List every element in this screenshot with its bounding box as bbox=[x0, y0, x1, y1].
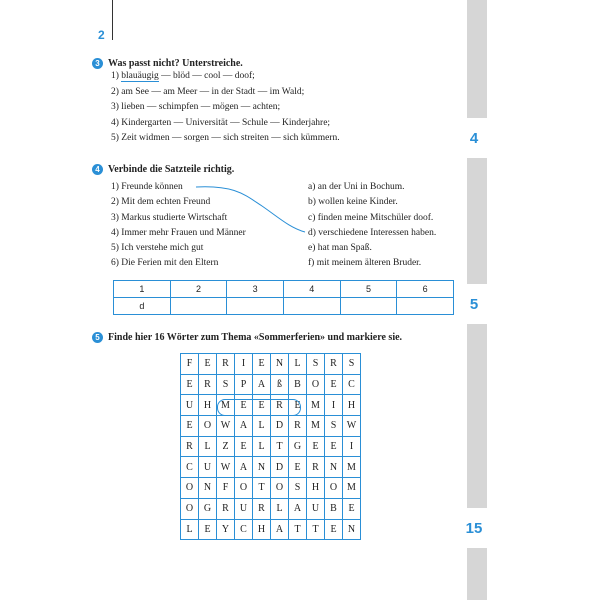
answer-cell[interactable] bbox=[170, 298, 227, 315]
grid-letter[interactable]: I bbox=[343, 436, 361, 457]
grid-letter[interactable]: M bbox=[307, 395, 325, 416]
grid-letter[interactable]: F bbox=[181, 354, 199, 375]
exercise-5-title bbox=[92, 332, 462, 343]
grid-letter[interactable]: A bbox=[289, 498, 307, 519]
grid-letter[interactable]: O bbox=[181, 498, 199, 519]
grid-letter[interactable]: E bbox=[253, 354, 271, 375]
found-word-marker bbox=[217, 399, 301, 416]
left-sentence-part[interactable]: 5) Ich verstehe mich gut bbox=[111, 243, 204, 254]
grid-letter[interactable]: E bbox=[325, 374, 343, 395]
grid-letter[interactable]: S bbox=[307, 354, 325, 375]
left-sentence-part[interactable]: 3) Markus studierte Wirtschaft bbox=[111, 212, 228, 223]
grid-letter[interactable]: A bbox=[271, 519, 289, 540]
underlined-word[interactable]: blauäugig bbox=[121, 71, 159, 81]
exercise-3-item: 4) Kindergarten — Universität — Schule — Kinderjahre; bbox=[111, 117, 331, 128]
exercise-3-item: 2) am See — am Meer — in der Stadt — im Wald; bbox=[111, 86, 305, 97]
grid-letter[interactable]: S bbox=[325, 416, 343, 437]
right-sentence-part[interactable]: f) mit meinem älteren Bruder. bbox=[308, 258, 422, 269]
grid-letter[interactable]: O bbox=[325, 478, 343, 499]
grid-letter[interactable]: E bbox=[289, 395, 307, 416]
page-number: 2 bbox=[98, 28, 105, 42]
answer-header-cell: 6 bbox=[397, 281, 454, 298]
grid-letter[interactable]: M bbox=[343, 478, 361, 499]
grid-letter[interactable]: R bbox=[217, 498, 235, 519]
grid-letter[interactable]: L bbox=[253, 416, 271, 437]
grid-letter[interactable]: C bbox=[235, 519, 253, 540]
grid-letter[interactable]: L bbox=[289, 354, 307, 375]
grid-letter[interactable]: L bbox=[271, 498, 289, 519]
grid-letter[interactable]: H bbox=[343, 395, 361, 416]
grid-letter[interactable]: B bbox=[289, 374, 307, 395]
grid-letter[interactable]: S bbox=[217, 374, 235, 395]
grid-letter[interactable]: A bbox=[235, 416, 253, 437]
right-sentence-part[interactable]: c) finden meine Mitschüler doof. bbox=[308, 212, 434, 223]
exercise-number-badge: 5 bbox=[92, 332, 103, 343]
grid-letter[interactable]: U bbox=[307, 498, 325, 519]
grid-letter[interactable]: Z bbox=[217, 436, 235, 457]
grid-letter[interactable]: N bbox=[343, 519, 361, 540]
exercise-number-badge: 4 bbox=[92, 164, 103, 175]
exercise-5 bbox=[92, 332, 462, 343]
left-sentence-part[interactable]: 6) Die Ferien mit den Eltern bbox=[111, 258, 219, 269]
exercise-3-item: 3) lieben — schimpfen — mögen — achten; bbox=[111, 102, 281, 112]
grid-letter[interactable]: I bbox=[235, 354, 253, 375]
chapter-tab[interactable]: 4 bbox=[461, 118, 487, 158]
grid-letter[interactable]: R bbox=[253, 498, 271, 519]
grid-letter[interactable]: R bbox=[217, 354, 235, 375]
grid-letter[interactable]: H bbox=[199, 395, 217, 416]
grid-letter[interactable]: E bbox=[289, 457, 307, 478]
grid-letter[interactable]: L bbox=[181, 519, 199, 540]
grid-letter[interactable]: E bbox=[307, 436, 325, 457]
grid-letter[interactable]: E bbox=[235, 436, 253, 457]
grid-letter[interactable]: O bbox=[271, 478, 289, 499]
right-sentence-part[interactable]: d) verschiedene Interessen haben. bbox=[308, 227, 437, 238]
left-sentence-part[interactable]: 4) Immer mehr Frauen und Männer bbox=[111, 227, 246, 238]
answer-header-cell: 5 bbox=[340, 281, 397, 298]
grid-letter[interactable]: R bbox=[307, 457, 325, 478]
grid-letter[interactable]: H bbox=[253, 519, 271, 540]
grid-letter[interactable]: T bbox=[253, 478, 271, 499]
grid-letter[interactable]: Y bbox=[217, 519, 235, 540]
grid-letter[interactable]: E bbox=[181, 416, 199, 437]
answer-table bbox=[113, 280, 454, 315]
grid-letter[interactable]: E bbox=[325, 436, 343, 457]
grid-letter[interactable]: C bbox=[181, 457, 199, 478]
exercise-title: Finde hier 16 Wörter zum Thema «Sommerferien» und markiere sie. bbox=[108, 332, 403, 343]
grid-letter[interactable]: R bbox=[325, 354, 343, 375]
left-sentence-part[interactable]: 1) Freunde können bbox=[111, 182, 183, 192]
grid-letter[interactable]: R bbox=[199, 374, 217, 395]
grid-letter[interactable]: E bbox=[181, 374, 199, 395]
chapter-tab[interactable]: 5 bbox=[461, 284, 487, 324]
grid-letter[interactable]: F bbox=[217, 478, 235, 499]
grid-letter[interactable]: O bbox=[181, 478, 199, 499]
grid-letter[interactable]: T bbox=[307, 519, 325, 540]
grid-letter[interactable]: U bbox=[199, 457, 217, 478]
grid-letter[interactable]: T bbox=[289, 519, 307, 540]
grid-letter[interactable]: E bbox=[325, 519, 343, 540]
grid-letter[interactable]: R bbox=[181, 436, 199, 457]
answer-cell[interactable] bbox=[227, 298, 284, 315]
exercise-title: Verbinde die Satzteile richtig. bbox=[108, 164, 235, 175]
grid-letter[interactable]: U bbox=[235, 498, 253, 519]
answer-header-cell: 4 bbox=[283, 281, 340, 298]
grid-letter[interactable]: S bbox=[289, 478, 307, 499]
grid-letter[interactable]: M bbox=[217, 395, 235, 416]
exercise-title: Was passt nicht? Unterstreiche. bbox=[108, 58, 243, 69]
grid-letter[interactable]: S bbox=[343, 354, 361, 375]
grid-letter[interactable]: W bbox=[217, 457, 235, 478]
chapter-tab[interactable]: 15 bbox=[461, 508, 487, 548]
grid-letter[interactable]: W bbox=[217, 416, 235, 437]
grid-letter[interactable]: I bbox=[325, 395, 343, 416]
grid-letter[interactable]: A bbox=[253, 374, 271, 395]
grid-letter[interactable]: N bbox=[325, 457, 343, 478]
grid-letter[interactable]: M bbox=[307, 416, 325, 437]
word-search-grid bbox=[180, 353, 361, 540]
grid-letter[interactable]: N bbox=[271, 354, 289, 375]
grid-letter[interactable]: P bbox=[235, 374, 253, 395]
exercise-3-item: 5) Zeit widmen — sorgen — sich streiten — sich kümmern. bbox=[111, 133, 340, 143]
answer-cell[interactable] bbox=[283, 298, 340, 315]
answer-header-cell: 2 bbox=[170, 281, 227, 298]
grid-letter[interactable]: C bbox=[343, 374, 361, 395]
grid-letter[interactable]: E bbox=[253, 395, 271, 416]
grid-letter[interactable]: E bbox=[343, 498, 361, 519]
grid-letter[interactable]: B bbox=[325, 498, 343, 519]
grid-letter[interactable]: N bbox=[199, 478, 217, 499]
answer-header-cell: 3 bbox=[227, 281, 284, 298]
exercise-number-badge: 3 bbox=[92, 58, 103, 69]
answer-cell[interactable] bbox=[397, 298, 454, 315]
left-sentence-part[interactable]: 2) Mit dem echten Freund bbox=[111, 197, 211, 208]
grid-letter[interactable]: E bbox=[199, 519, 217, 540]
grid-letter[interactable]: O bbox=[307, 374, 325, 395]
grid-letter[interactable]: R bbox=[271, 395, 289, 416]
grid-letter[interactable]: A bbox=[235, 457, 253, 478]
grid-letter[interactable]: M bbox=[343, 457, 361, 478]
exercise-3-item: 1) blauäugig — blöd — cool — doof; bbox=[111, 71, 255, 81]
grid-letter[interactable]: W bbox=[343, 416, 361, 437]
grid-letter[interactable]: O bbox=[199, 416, 217, 437]
grid-letter[interactable]: N bbox=[253, 457, 271, 478]
answer-cell[interactable]: d bbox=[114, 298, 171, 315]
grid-letter[interactable]: T bbox=[271, 436, 289, 457]
grid-letter[interactable]: D bbox=[271, 457, 289, 478]
grid-letter[interactable]: ß bbox=[271, 374, 289, 395]
grid-letter[interactable]: O bbox=[235, 478, 253, 499]
right-sentence-part[interactable]: b) wollen keine Kinder. bbox=[308, 197, 398, 208]
grid-letter[interactable]: G bbox=[199, 498, 217, 519]
grid-letter[interactable]: G bbox=[289, 436, 307, 457]
grid-letter[interactable]: U bbox=[181, 395, 199, 416]
right-sentence-part[interactable]: a) an der Uni in Bochum. bbox=[308, 182, 405, 192]
grid-letter[interactable]: L bbox=[253, 436, 271, 457]
right-sentence-part[interactable]: e) hat man Spaß. bbox=[308, 243, 372, 254]
grid-letter[interactable]: R bbox=[289, 416, 307, 437]
grid-letter[interactable]: H bbox=[307, 478, 325, 499]
grid-letter[interactable]: D bbox=[271, 416, 289, 437]
answer-cell[interactable] bbox=[340, 298, 397, 315]
answer-header-cell: 1 bbox=[114, 281, 171, 298]
grid-letter[interactable]: L bbox=[199, 436, 217, 457]
grid-letter[interactable]: E bbox=[199, 354, 217, 375]
grid-letter[interactable]: E bbox=[235, 395, 253, 416]
